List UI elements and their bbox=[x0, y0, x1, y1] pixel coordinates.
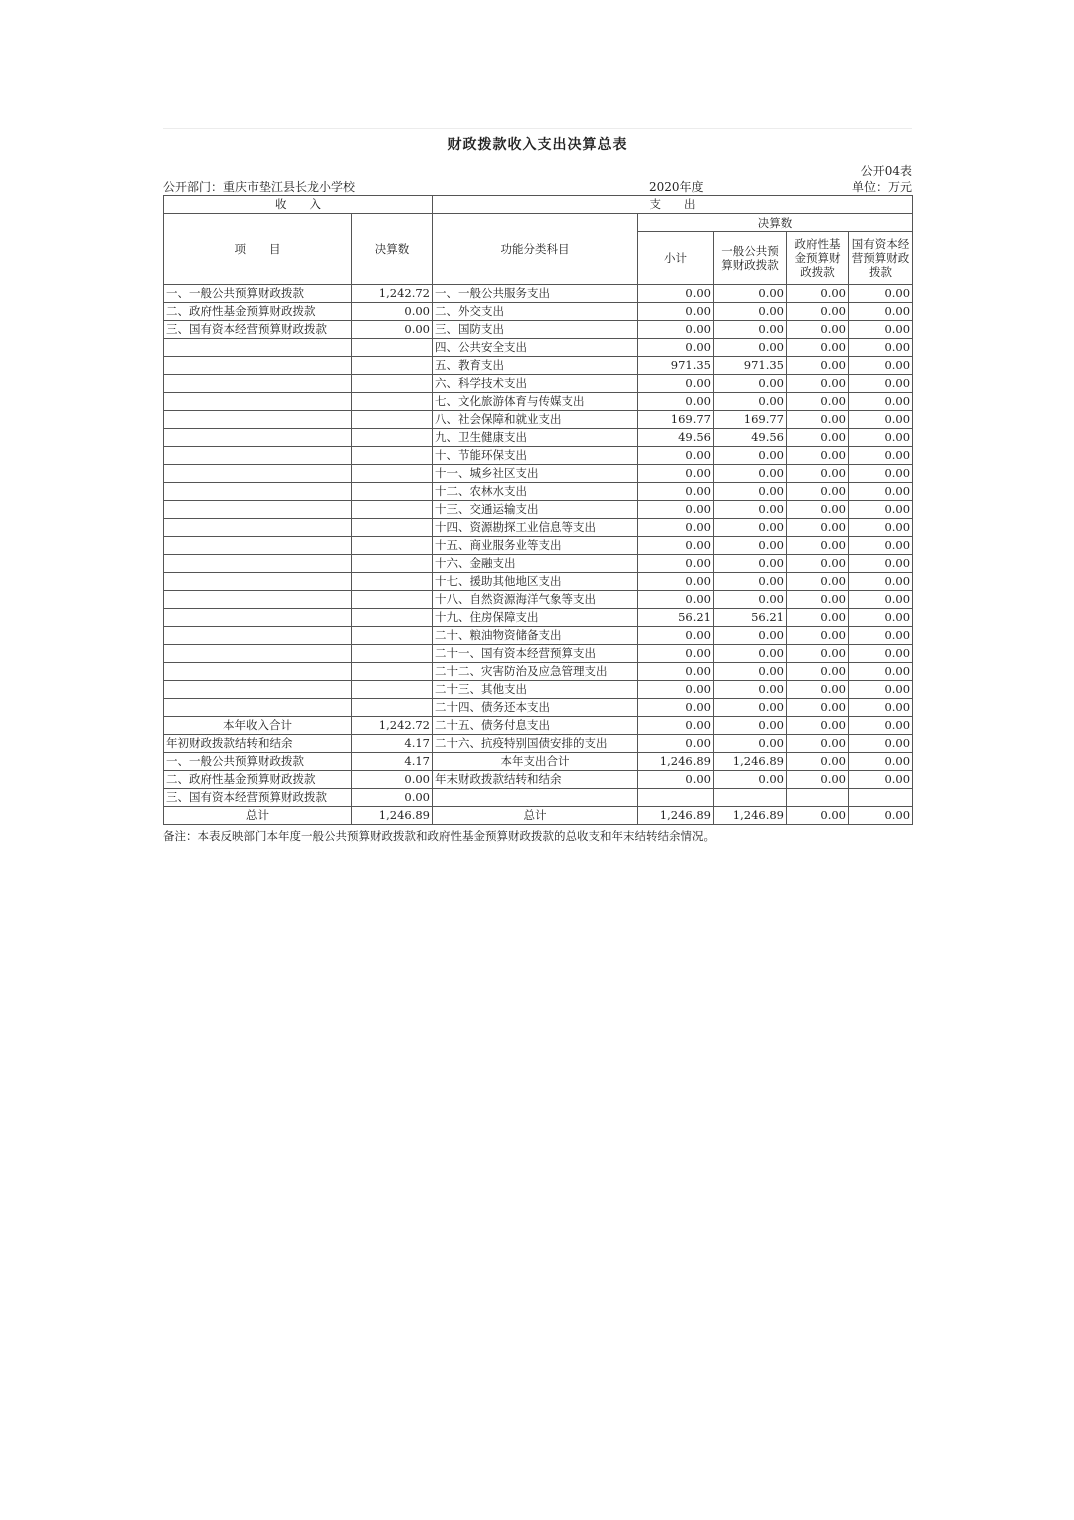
table-row bbox=[164, 753, 913, 771]
unit-label: 单位：万元 bbox=[851, 180, 912, 194]
subtotal-header: 小计 bbox=[638, 232, 714, 285]
income-amount-cell bbox=[352, 681, 433, 699]
income-item-cell bbox=[164, 411, 352, 429]
income-amount-cell bbox=[352, 663, 433, 681]
income-item-cell bbox=[164, 645, 352, 663]
income-amount-cell bbox=[352, 627, 433, 645]
income-amount-cell bbox=[352, 411, 433, 429]
income-header: 收 入 bbox=[164, 196, 433, 214]
income-item-cell: 年初财政拨款结转和结余 bbox=[164, 735, 352, 753]
income-amount-cell bbox=[352, 573, 433, 591]
income-item-cell: 本年收入合计 bbox=[164, 717, 352, 735]
income-amount-cell bbox=[352, 357, 433, 375]
subtotal-cell: 0.00 bbox=[638, 735, 714, 753]
income-amount-cell: 1,242.72 bbox=[352, 285, 433, 303]
table-row bbox=[164, 465, 913, 483]
subtotal-cell: 0.00 bbox=[638, 321, 714, 339]
income-amount-cell bbox=[352, 591, 433, 609]
state-capital-cell: 0.00 bbox=[849, 393, 913, 411]
state-capital-cell: 0.00 bbox=[849, 483, 913, 501]
state-capital-cell: 0.00 bbox=[849, 429, 913, 447]
table-row bbox=[164, 627, 913, 645]
general-budget-header: 一般公共预算财政拨款 bbox=[714, 232, 787, 285]
gov-fund-cell: 0.00 bbox=[787, 375, 849, 393]
state-capital-cell: 0.00 bbox=[849, 411, 913, 429]
gov-fund-cell: 0.00 bbox=[787, 663, 849, 681]
expense-item-cell bbox=[433, 789, 638, 807]
gov-fund-cell: 0.00 bbox=[787, 285, 849, 303]
table-row bbox=[164, 591, 913, 609]
expense-item-cell: 十六、金融支出 bbox=[433, 555, 638, 573]
state-capital-cell: 0.00 bbox=[849, 681, 913, 699]
state-capital-cell: 0.00 bbox=[849, 357, 913, 375]
expense-item-cell: 三、国防支出 bbox=[433, 321, 638, 339]
general-budget-cell: 0.00 bbox=[714, 519, 787, 537]
state-capital-cell: 0.00 bbox=[849, 375, 913, 393]
state-capital-cell: 0.00 bbox=[849, 501, 913, 519]
gov-fund-cell bbox=[787, 789, 849, 807]
income-amount-cell bbox=[352, 429, 433, 447]
table-row bbox=[164, 375, 913, 393]
state-capital-cell: 0.00 bbox=[849, 339, 913, 357]
table-row bbox=[164, 573, 913, 591]
subtotal-cell: 0.00 bbox=[638, 501, 714, 519]
expense-item-cell: 二十六、抗疫特别国债安排的支出 bbox=[433, 735, 638, 753]
subtotal-cell: 0.00 bbox=[638, 519, 714, 537]
income-item-cell bbox=[164, 375, 352, 393]
expense-item-cell: 二、外交支出 bbox=[433, 303, 638, 321]
general-budget-cell bbox=[714, 789, 787, 807]
gov-fund-cell: 0.00 bbox=[787, 411, 849, 429]
expense-item-cell: 二十三、其他支出 bbox=[433, 681, 638, 699]
gov-fund-cell: 0.00 bbox=[787, 357, 849, 375]
general-budget-cell: 0.00 bbox=[714, 591, 787, 609]
income-item-cell bbox=[164, 501, 352, 519]
subtotal-cell: 1,246.89 bbox=[638, 807, 714, 825]
income-item-cell bbox=[164, 465, 352, 483]
state-capital-cell bbox=[849, 789, 913, 807]
subtotal-cell: 0.00 bbox=[638, 627, 714, 645]
state-capital-cell: 0.00 bbox=[849, 321, 913, 339]
income-item-cell: 二、政府性基金预算财政拨款 bbox=[164, 771, 352, 789]
income-item-cell bbox=[164, 573, 352, 591]
general-budget-cell: 0.00 bbox=[714, 699, 787, 717]
income-amount-cell bbox=[352, 339, 433, 357]
gov-fund-cell: 0.00 bbox=[787, 555, 849, 573]
general-budget-cell: 0.00 bbox=[714, 285, 787, 303]
income-item-cell: 一、一般公共预算财政拨款 bbox=[164, 285, 352, 303]
income-amount-cell bbox=[352, 483, 433, 501]
expense-item-cell: 二十一、国有资本经营预算支出 bbox=[433, 645, 638, 663]
table-row bbox=[164, 285, 913, 303]
amount-header: 决算数 bbox=[352, 214, 433, 285]
subtotal-cell: 971.35 bbox=[638, 357, 714, 375]
function-category-header: 功能分类科目 bbox=[433, 214, 638, 285]
form-number: 公开04表 bbox=[860, 164, 912, 178]
gov-fund-cell: 0.00 bbox=[787, 465, 849, 483]
subtotal-cell: 0.00 bbox=[638, 393, 714, 411]
fiscal-year: 2020年度 bbox=[649, 180, 704, 194]
table-row bbox=[164, 771, 913, 789]
subtotal-cell: 0.00 bbox=[638, 699, 714, 717]
state-capital-cell: 0.00 bbox=[849, 627, 913, 645]
report-sheet bbox=[163, 128, 912, 844]
expense-item-cell: 六、科学技术支出 bbox=[433, 375, 638, 393]
income-item-cell bbox=[164, 699, 352, 717]
expense-item-cell: 十七、援助其他地区支出 bbox=[433, 573, 638, 591]
income-item-cell bbox=[164, 429, 352, 447]
expense-item-cell: 本年支出合计 bbox=[433, 753, 638, 771]
income-amount-cell: 0.00 bbox=[352, 321, 433, 339]
general-budget-cell: 1,246.89 bbox=[714, 807, 787, 825]
expense-item-cell: 二十四、债务还本支出 bbox=[433, 699, 638, 717]
general-budget-cell: 1,246.89 bbox=[714, 753, 787, 771]
department-label: 公开部门：重庆市垫江县长龙小学校 bbox=[163, 180, 356, 194]
general-budget-cell: 169.77 bbox=[714, 411, 787, 429]
general-budget-cell: 0.00 bbox=[714, 681, 787, 699]
table-row bbox=[164, 807, 913, 825]
table-row bbox=[164, 393, 913, 411]
income-amount-cell bbox=[352, 501, 433, 519]
top-rule bbox=[163, 128, 912, 129]
subtotal-cell: 0.00 bbox=[638, 465, 714, 483]
expense-item-cell: 十一、城乡社区支出 bbox=[433, 465, 638, 483]
gov-fund-cell: 0.00 bbox=[787, 645, 849, 663]
gov-fund-cell: 0.00 bbox=[787, 627, 849, 645]
subtotal-cell: 0.00 bbox=[638, 537, 714, 555]
subtotal-cell: 0.00 bbox=[638, 663, 714, 681]
table-row bbox=[164, 537, 913, 555]
gov-fund-cell: 0.00 bbox=[787, 735, 849, 753]
table-row bbox=[164, 789, 913, 807]
state-capital-cell: 0.00 bbox=[849, 717, 913, 735]
table-row bbox=[164, 303, 913, 321]
income-amount-cell bbox=[352, 537, 433, 555]
table-body bbox=[164, 285, 913, 825]
income-amount-cell: 1,242.72 bbox=[352, 717, 433, 735]
income-item-cell bbox=[164, 357, 352, 375]
income-item-cell bbox=[164, 609, 352, 627]
general-budget-cell: 0.00 bbox=[714, 501, 787, 519]
table-row bbox=[164, 339, 913, 357]
state-capital-cell: 0.00 bbox=[849, 591, 913, 609]
income-amount-cell: 0.00 bbox=[352, 771, 433, 789]
income-amount-cell bbox=[352, 393, 433, 411]
general-budget-cell: 0.00 bbox=[714, 483, 787, 501]
income-amount-cell: 0.00 bbox=[352, 303, 433, 321]
income-item-cell: 三、国有资本经营预算财政拨款 bbox=[164, 321, 352, 339]
gov-fund-cell: 0.00 bbox=[787, 393, 849, 411]
income-item-cell bbox=[164, 339, 352, 357]
subtotal-cell: 0.00 bbox=[638, 555, 714, 573]
gov-fund-cell: 0.00 bbox=[787, 771, 849, 789]
state-capital-cell: 0.00 bbox=[849, 303, 913, 321]
income-item-cell bbox=[164, 663, 352, 681]
gov-fund-cell: 0.00 bbox=[787, 501, 849, 519]
table-row bbox=[164, 699, 913, 717]
table-row bbox=[164, 663, 913, 681]
table-row bbox=[164, 321, 913, 339]
state-capital-cell: 0.00 bbox=[849, 555, 913, 573]
gov-fund-cell: 0.00 bbox=[787, 717, 849, 735]
general-budget-cell: 56.21 bbox=[714, 609, 787, 627]
table-row bbox=[164, 483, 913, 501]
income-item-cell bbox=[164, 483, 352, 501]
budget-table bbox=[163, 195, 913, 825]
gov-fund-cell: 0.00 bbox=[787, 807, 849, 825]
general-budget-cell: 0.00 bbox=[714, 321, 787, 339]
expense-item-cell: 十三、交通运输支出 bbox=[433, 501, 638, 519]
state-capital-cell: 0.00 bbox=[849, 645, 913, 663]
general-budget-cell: 0.00 bbox=[714, 555, 787, 573]
income-amount-cell: 0.00 bbox=[352, 789, 433, 807]
income-item-cell bbox=[164, 447, 352, 465]
table-row bbox=[164, 519, 913, 537]
general-budget-cell: 0.00 bbox=[714, 627, 787, 645]
subtotal-cell: 0.00 bbox=[638, 303, 714, 321]
subtotal-cell bbox=[638, 789, 714, 807]
expense-item-cell: 年末财政拨款结转和结余 bbox=[433, 771, 638, 789]
state-capital-cell: 0.00 bbox=[849, 573, 913, 591]
general-budget-cell: 0.00 bbox=[714, 393, 787, 411]
report-title: 财政拨款收入支出决算总表 bbox=[447, 137, 628, 153]
expense-item-cell: 五、教育支出 bbox=[433, 357, 638, 375]
state-capital-cell: 0.00 bbox=[849, 753, 913, 771]
expense-item-cell: 二十五、债务付息支出 bbox=[433, 717, 638, 735]
subtotal-cell: 0.00 bbox=[638, 339, 714, 357]
expense-item-cell: 八、社会保障和就业支出 bbox=[433, 411, 638, 429]
state-capital-cell: 0.00 bbox=[849, 735, 913, 753]
income-item-cell bbox=[164, 393, 352, 411]
decision-header: 决算数 bbox=[638, 214, 913, 232]
state-capital-cell: 0.00 bbox=[849, 699, 913, 717]
subtotal-cell: 0.00 bbox=[638, 681, 714, 699]
income-amount-cell bbox=[352, 375, 433, 393]
table-row bbox=[164, 681, 913, 699]
footnote: 备注：本表反映部门本年度一般公共预算财政拨款和政府性基金预算财政拨款的总收支和年末结转结余情况。 bbox=[163, 829, 715, 843]
state-capital-cell: 0.00 bbox=[849, 447, 913, 465]
general-budget-cell: 0.00 bbox=[714, 339, 787, 357]
income-item-cell bbox=[164, 555, 352, 573]
expense-item-cell: 总计 bbox=[433, 807, 638, 825]
state-capital-cell: 0.00 bbox=[849, 807, 913, 825]
income-amount-cell: 4.17 bbox=[352, 735, 433, 753]
income-amount-cell bbox=[352, 555, 433, 573]
report-meta bbox=[163, 179, 912, 195]
income-amount-cell bbox=[352, 465, 433, 483]
gov-fund-cell: 0.00 bbox=[787, 447, 849, 465]
general-budget-cell: 0.00 bbox=[714, 735, 787, 753]
table-row bbox=[164, 357, 913, 375]
expense-item-cell: 九、卫生健康支出 bbox=[433, 429, 638, 447]
income-item-cell bbox=[164, 537, 352, 555]
state-capital-cell: 0.00 bbox=[849, 285, 913, 303]
subtotal-cell: 0.00 bbox=[638, 285, 714, 303]
income-amount-cell: 1,246.89 bbox=[352, 807, 433, 825]
general-budget-cell: 0.00 bbox=[714, 303, 787, 321]
gov-fund-cell: 0.00 bbox=[787, 753, 849, 771]
subtotal-cell: 0.00 bbox=[638, 483, 714, 501]
income-item-cell: 一、一般公共预算财政拨款 bbox=[164, 753, 352, 771]
income-item-cell bbox=[164, 519, 352, 537]
income-amount-cell bbox=[352, 447, 433, 465]
subtotal-cell: 49.56 bbox=[638, 429, 714, 447]
item-header: 项 目 bbox=[164, 214, 352, 285]
gov-fund-cell: 0.00 bbox=[787, 519, 849, 537]
gov-fund-cell: 0.00 bbox=[787, 681, 849, 699]
subtotal-cell: 0.00 bbox=[638, 591, 714, 609]
expense-item-cell: 七、文化旅游体育与传媒支出 bbox=[433, 393, 638, 411]
gov-fund-cell: 0.00 bbox=[787, 303, 849, 321]
subtotal-cell: 0.00 bbox=[638, 447, 714, 465]
table-row bbox=[164, 411, 913, 429]
state-capital-cell: 0.00 bbox=[849, 663, 913, 681]
income-amount-cell: 4.17 bbox=[352, 753, 433, 771]
gov-fund-cell: 0.00 bbox=[787, 537, 849, 555]
table-row bbox=[164, 609, 913, 627]
income-item-cell: 二、政府性基金预算财政拨款 bbox=[164, 303, 352, 321]
gov-fund-header: 政府性基金预算财政拨款 bbox=[787, 232, 849, 285]
state-capital-header: 国有资本经营预算财政拨款 bbox=[849, 232, 913, 285]
income-item-cell: 三、国有资本经营预算财政拨款 bbox=[164, 789, 352, 807]
gov-fund-cell: 0.00 bbox=[787, 609, 849, 627]
income-item-cell: 总计 bbox=[164, 807, 352, 825]
income-item-cell bbox=[164, 681, 352, 699]
gov-fund-cell: 0.00 bbox=[787, 483, 849, 501]
table-row bbox=[164, 735, 913, 753]
general-budget-cell: 49.56 bbox=[714, 429, 787, 447]
expense-item-cell: 二十、粮油物资储备支出 bbox=[433, 627, 638, 645]
income-item-cell bbox=[164, 591, 352, 609]
expense-item-cell: 十、节能环保支出 bbox=[433, 447, 638, 465]
income-amount-cell bbox=[352, 519, 433, 537]
general-budget-cell: 0.00 bbox=[714, 573, 787, 591]
general-budget-cell: 0.00 bbox=[714, 771, 787, 789]
table-row bbox=[164, 717, 913, 735]
expense-item-cell: 十二、农林水支出 bbox=[433, 483, 638, 501]
expense-item-cell: 四、公共安全支出 bbox=[433, 339, 638, 357]
table-row bbox=[164, 447, 913, 465]
general-budget-cell: 0.00 bbox=[714, 375, 787, 393]
general-budget-cell: 0.00 bbox=[714, 717, 787, 735]
expense-item-cell: 十九、住房保障支出 bbox=[433, 609, 638, 627]
income-amount-cell bbox=[352, 609, 433, 627]
general-budget-cell: 0.00 bbox=[714, 663, 787, 681]
table-row bbox=[164, 645, 913, 663]
subtotal-cell: 169.77 bbox=[638, 411, 714, 429]
income-amount-cell bbox=[352, 645, 433, 663]
expense-item-cell: 十八、自然资源海洋气象等支出 bbox=[433, 591, 638, 609]
income-amount-cell bbox=[352, 699, 433, 717]
gov-fund-cell: 0.00 bbox=[787, 591, 849, 609]
income-item-cell bbox=[164, 627, 352, 645]
expense-item-cell: 十五、商业服务业等支出 bbox=[433, 537, 638, 555]
subtotal-cell: 0.00 bbox=[638, 573, 714, 591]
expense-item-cell: 一、一般公共服务支出 bbox=[433, 285, 638, 303]
expense-item-cell: 二十二、灾害防治及应急管理支出 bbox=[433, 663, 638, 681]
state-capital-cell: 0.00 bbox=[849, 519, 913, 537]
subtotal-cell: 56.21 bbox=[638, 609, 714, 627]
general-budget-cell: 0.00 bbox=[714, 465, 787, 483]
table-row bbox=[164, 429, 913, 447]
general-budget-cell: 0.00 bbox=[714, 447, 787, 465]
general-budget-cell: 0.00 bbox=[714, 537, 787, 555]
state-capital-cell: 0.00 bbox=[849, 609, 913, 627]
table-row bbox=[164, 555, 913, 573]
subtotal-cell: 0.00 bbox=[638, 717, 714, 735]
gov-fund-cell: 0.00 bbox=[787, 339, 849, 357]
subtotal-cell: 0.00 bbox=[638, 375, 714, 393]
subtotal-cell: 0.00 bbox=[638, 645, 714, 663]
gov-fund-cell: 0.00 bbox=[787, 699, 849, 717]
subtotal-cell: 0.00 bbox=[638, 771, 714, 789]
general-budget-cell: 0.00 bbox=[714, 645, 787, 663]
expense-header: 支 出 bbox=[433, 196, 913, 214]
gov-fund-cell: 0.00 bbox=[787, 573, 849, 591]
subtotal-cell: 1,246.89 bbox=[638, 753, 714, 771]
state-capital-cell: 0.00 bbox=[849, 465, 913, 483]
gov-fund-cell: 0.00 bbox=[787, 321, 849, 339]
state-capital-cell: 0.00 bbox=[849, 537, 913, 555]
expense-item-cell: 十四、资源勘探工业信息等支出 bbox=[433, 519, 638, 537]
state-capital-cell: 0.00 bbox=[849, 771, 913, 789]
table-row bbox=[164, 501, 913, 519]
gov-fund-cell: 0.00 bbox=[787, 429, 849, 447]
general-budget-cell: 971.35 bbox=[714, 357, 787, 375]
